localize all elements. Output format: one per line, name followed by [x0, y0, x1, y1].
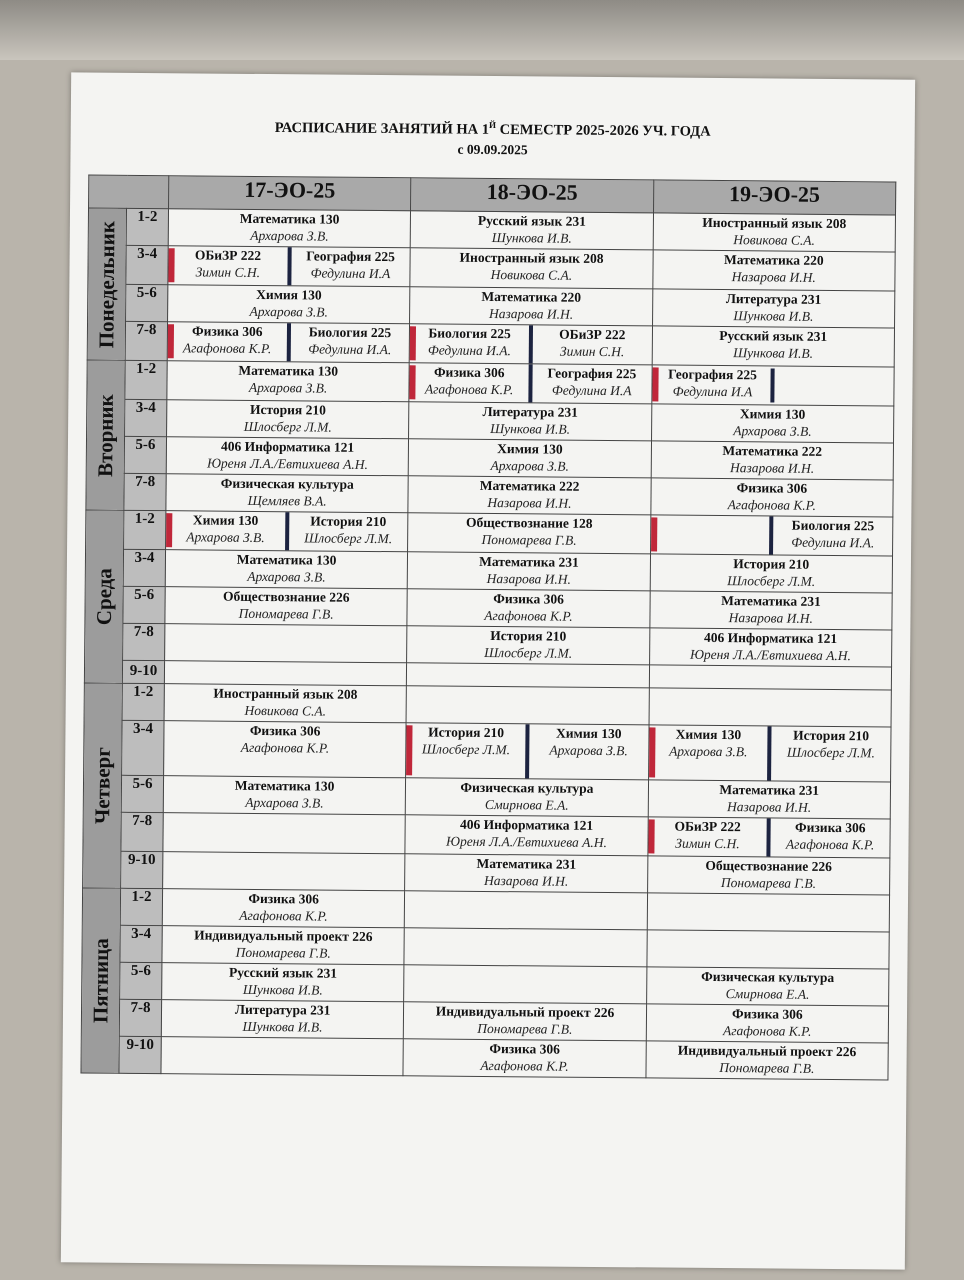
lesson-cell: Иностранный язык 208 Новикова С.А.: [164, 684, 407, 723]
subgroup-lesson: Физика 306 Агафонова К.Р.: [168, 322, 287, 361]
lesson-cell: Математика 130 Архарова З.В.: [167, 361, 410, 402]
pair-number: 1-2: [124, 510, 166, 549]
lesson-cell-empty: [649, 665, 892, 690]
lesson-cell-empty: [404, 928, 647, 967]
day-label: Среда: [84, 510, 124, 683]
lesson-cell: Математика 220 Назарова И.Н.: [410, 287, 653, 326]
lesson-cell-empty: [649, 688, 892, 727]
lesson-cell: История 210 Шлосберг Л.М.: [167, 400, 410, 439]
subgroup-lesson: География 225 Федулина И.А: [528, 364, 651, 403]
lesson-cell: [650, 515, 893, 556]
lesson-cell: Обществознание 226 Пономарева Г.В.: [165, 587, 408, 626]
pair-number: 7-8: [125, 321, 167, 360]
subgroup-lesson: Физика 306 Агафонова К.Р.: [767, 818, 890, 857]
lesson-cell: [648, 817, 891, 858]
pair-number: 5-6: [124, 436, 166, 473]
lesson-cell-empty: [406, 686, 649, 725]
lesson-cell: [409, 363, 652, 404]
pair-number: 3-4: [122, 720, 164, 775]
pair-number: 1-2: [125, 360, 167, 399]
lesson-cell: Физика 306 Агафонова К.Р.: [651, 478, 894, 517]
lesson-cell: Русский язык 231 Шункова И.В.: [652, 326, 895, 367]
lesson-cell-empty: [647, 893, 890, 932]
lesson-cell: [167, 322, 410, 363]
subgroup-lesson: История 210 Шлосберг Л.М.: [285, 512, 408, 551]
lesson-cell: Физика 306 Агафонова К.Р.: [164, 721, 407, 778]
lesson-cell: История 210 Шлосберг Л.М.: [407, 626, 650, 665]
lesson-cell-empty: [405, 891, 648, 930]
lesson-cell: Русский язык 231 Шункова И.В.: [162, 963, 405, 1002]
pair-number: 3-4: [123, 549, 165, 586]
lesson-cell: Физика 306 Агафонова К.Р.: [646, 1004, 889, 1043]
pair-number: 9-10: [121, 851, 163, 888]
lesson-cell: Химия 130 Архарова З.В.: [168, 285, 411, 324]
subgroup-lesson: Физика 306 Агафонова К.Р.: [410, 363, 529, 402]
subgroup-lesson: Биология 225 Федулина И.А.: [769, 516, 892, 555]
page-title: РАСПИСАНИЕ ЗАНЯТИЙ НА $1^Й$ СЕМЕСТР 2025-2026 УЧ. ГОДА: [274, 119, 711, 140]
lesson-cell: Индивидуальный проект 226 Пономарева Г.В.: [162, 926, 405, 965]
lesson-cell: [410, 324, 653, 365]
lesson-cell: Иностранный язык 208 Новикова С.А.: [410, 248, 653, 289]
lesson-cell-empty: [163, 813, 406, 854]
lesson-cell: Обществознание 128 Пономарева Г.В.: [408, 513, 651, 554]
subgroup-lesson: География 225 Федулина И.А: [652, 365, 773, 404]
lesson-cell: Физика 306 Агафонова К.Р.: [407, 589, 650, 628]
lesson-cell-empty: [164, 661, 407, 686]
lesson-cell: [648, 725, 891, 782]
day-label: Понедельник: [87, 208, 126, 360]
lesson-cell: Литература 231 Шункова И.В.: [409, 402, 652, 441]
lesson-cell: Математика 231 Назарова И.Н.: [405, 854, 648, 893]
schedule-table: [80, 174, 896, 1080]
subgroup-lesson: Биология 225 Федулина И.А.: [286, 323, 409, 362]
lesson-cell: Физическая культура Смирнова Е.А.: [646, 967, 889, 1006]
day-label: Четверг: [83, 683, 123, 888]
subgroup-lesson-empty: [773, 366, 894, 405]
lesson-cell: 406 Информатика 121 Юреня Л.А./Евтихиева А.Н.: [405, 815, 648, 856]
lesson-cell: Физика 306 Агафонова К.Р.: [403, 1039, 646, 1078]
lesson-cell-empty: [647, 930, 890, 969]
lesson-cell: [406, 723, 649, 780]
lesson-cell: [166, 511, 409, 552]
lesson-cell: Иностранный язык 208 Новикова С.А.: [653, 213, 896, 252]
red-marker: [166, 513, 172, 547]
lesson-cell-empty: [404, 965, 647, 1004]
subgroup-lesson: Химия 130 Архарова З.В.: [525, 724, 648, 779]
lesson-cell: Индивидуальный проект 226 Пономарева Г.В.: [646, 1041, 889, 1080]
subgroup-lesson: ОБиЗР 222 Зимин С.Н.: [648, 817, 767, 856]
lesson-cell-empty: [165, 624, 408, 663]
red-marker: [648, 819, 654, 853]
lesson-cell: Математика 222 Назарова И.Н.: [651, 441, 894, 480]
lesson-cell: 406 Информатика 121 Юреня Л.А./Евтихиева А.Н.: [166, 437, 409, 476]
lesson-cell-empty: [161, 1037, 404, 1076]
schedule-sheet: [61, 72, 915, 1269]
table-corner: [89, 175, 169, 209]
photo-background: [0, 0, 964, 60]
subgroup-lesson: История 210 Шлосберг Л.М.: [406, 723, 525, 778]
day-label: Пятница: [81, 888, 121, 1073]
lesson-cell: Литература 231 Шункова И.В.: [652, 289, 895, 328]
group-header: 18-ЭО-25: [411, 178, 654, 213]
subgroup-lesson-empty: [651, 515, 770, 554]
lesson-cell: История 210 Шлосберг Л.М.: [650, 554, 893, 593]
red-marker: [406, 725, 412, 775]
lesson-cell: Математика 231 Назарова И.Н.: [650, 591, 893, 630]
lesson-cell: Химия 130 Архарова З.В.: [651, 404, 894, 443]
red-marker: [410, 326, 416, 360]
red-marker: [649, 727, 655, 777]
pair-number: 1-2: [120, 888, 162, 925]
page-date: с 09.09.2025: [457, 141, 528, 158]
subgroup-lesson: ОБиЗР 222 Зимин С.Н.: [168, 246, 287, 285]
lesson-cell: Химия 130 Архарова З.В.: [409, 439, 652, 478]
pair-number: 3-4: [120, 925, 162, 962]
pair-number: 1-2: [122, 683, 164, 720]
pair-number: 5-6: [123, 586, 165, 623]
red-marker: [168, 324, 174, 358]
subgroup-lesson: География 225 Федулина И.А: [287, 247, 410, 286]
lesson-cell: [651, 365, 894, 406]
group-header: 19-ЭО-25: [653, 180, 896, 215]
pair-number: 7-8: [123, 623, 165, 660]
lesson-cell: Физика 306 Агафонова К.Р.: [162, 889, 405, 928]
group-header: 17-ЭО-25: [169, 176, 412, 211]
subgroup-lesson: Химия 130 Архарова З.В.: [166, 511, 285, 550]
lesson-cell: Математика 231 Назарова И.Н.: [648, 780, 891, 819]
lesson-cell: Математика 130 Архарова З.В.: [163, 776, 406, 815]
subgroup-lesson: Химия 130 Архарова З.В.: [649, 725, 768, 780]
pair-number: 5-6: [121, 775, 163, 812]
subgroup-lesson: Биология 225 Федулина И.А.: [410, 324, 529, 363]
lesson-cell: Физическая культура Смирнова Е.А.: [406, 778, 649, 817]
lesson-cell: Физическая культура Щемляев В.А.: [166, 474, 409, 513]
lesson-cell: Математика 231 Назарова И.Н.: [408, 552, 651, 591]
lesson-cell: Математика 220 Назарова И.Н.: [652, 250, 895, 291]
lesson-cell-empty: [407, 663, 650, 688]
lesson-cell: Обществознание 226 Пономарева Г.В.: [647, 856, 890, 895]
lesson-cell-empty: [163, 852, 406, 891]
pair-number: 5-6: [126, 284, 168, 321]
lesson-cell: Математика 130 Архарова З.В.: [165, 550, 408, 589]
subgroup-lesson: История 210 Шлосберг Л.М.: [767, 726, 890, 781]
lesson-cell: Математика 130 Архарова З.В.: [168, 209, 411, 248]
pair-number: 1-2: [126, 208, 168, 245]
pair-number: 5-6: [120, 962, 162, 999]
lesson-cell: Математика 222 Назарова И.Н.: [408, 476, 651, 515]
red-marker: [410, 365, 416, 399]
pair-number: 3-4: [125, 399, 167, 436]
lesson-cell: Русский язык 231 Шункова И.В.: [411, 211, 654, 250]
lesson-cell: Литература 231 Шункова И.В.: [161, 1000, 404, 1039]
lesson-cell: [168, 246, 411, 287]
pair-number: 7-8: [124, 473, 166, 510]
pair-number: 7-8: [121, 812, 163, 851]
red-marker: [652, 367, 658, 401]
subgroup-lesson: ОБиЗР 222 Зимин С.Н.: [529, 325, 652, 364]
day-label: Вторник: [86, 360, 125, 510]
pair-number: 9-10: [122, 660, 164, 683]
red-marker: [168, 248, 174, 282]
pair-number: 7-8: [119, 999, 161, 1036]
red-marker: [651, 517, 657, 551]
pair-number: 9-10: [119, 1036, 161, 1073]
lesson-cell: 406 Информатика 121 Юреня Л.А./Евтихиева А.Н.: [649, 628, 892, 667]
lesson-cell: Индивидуальный проект 226 Пономарева Г.В.: [404, 1002, 647, 1041]
pair-number: 3-4: [126, 245, 168, 284]
